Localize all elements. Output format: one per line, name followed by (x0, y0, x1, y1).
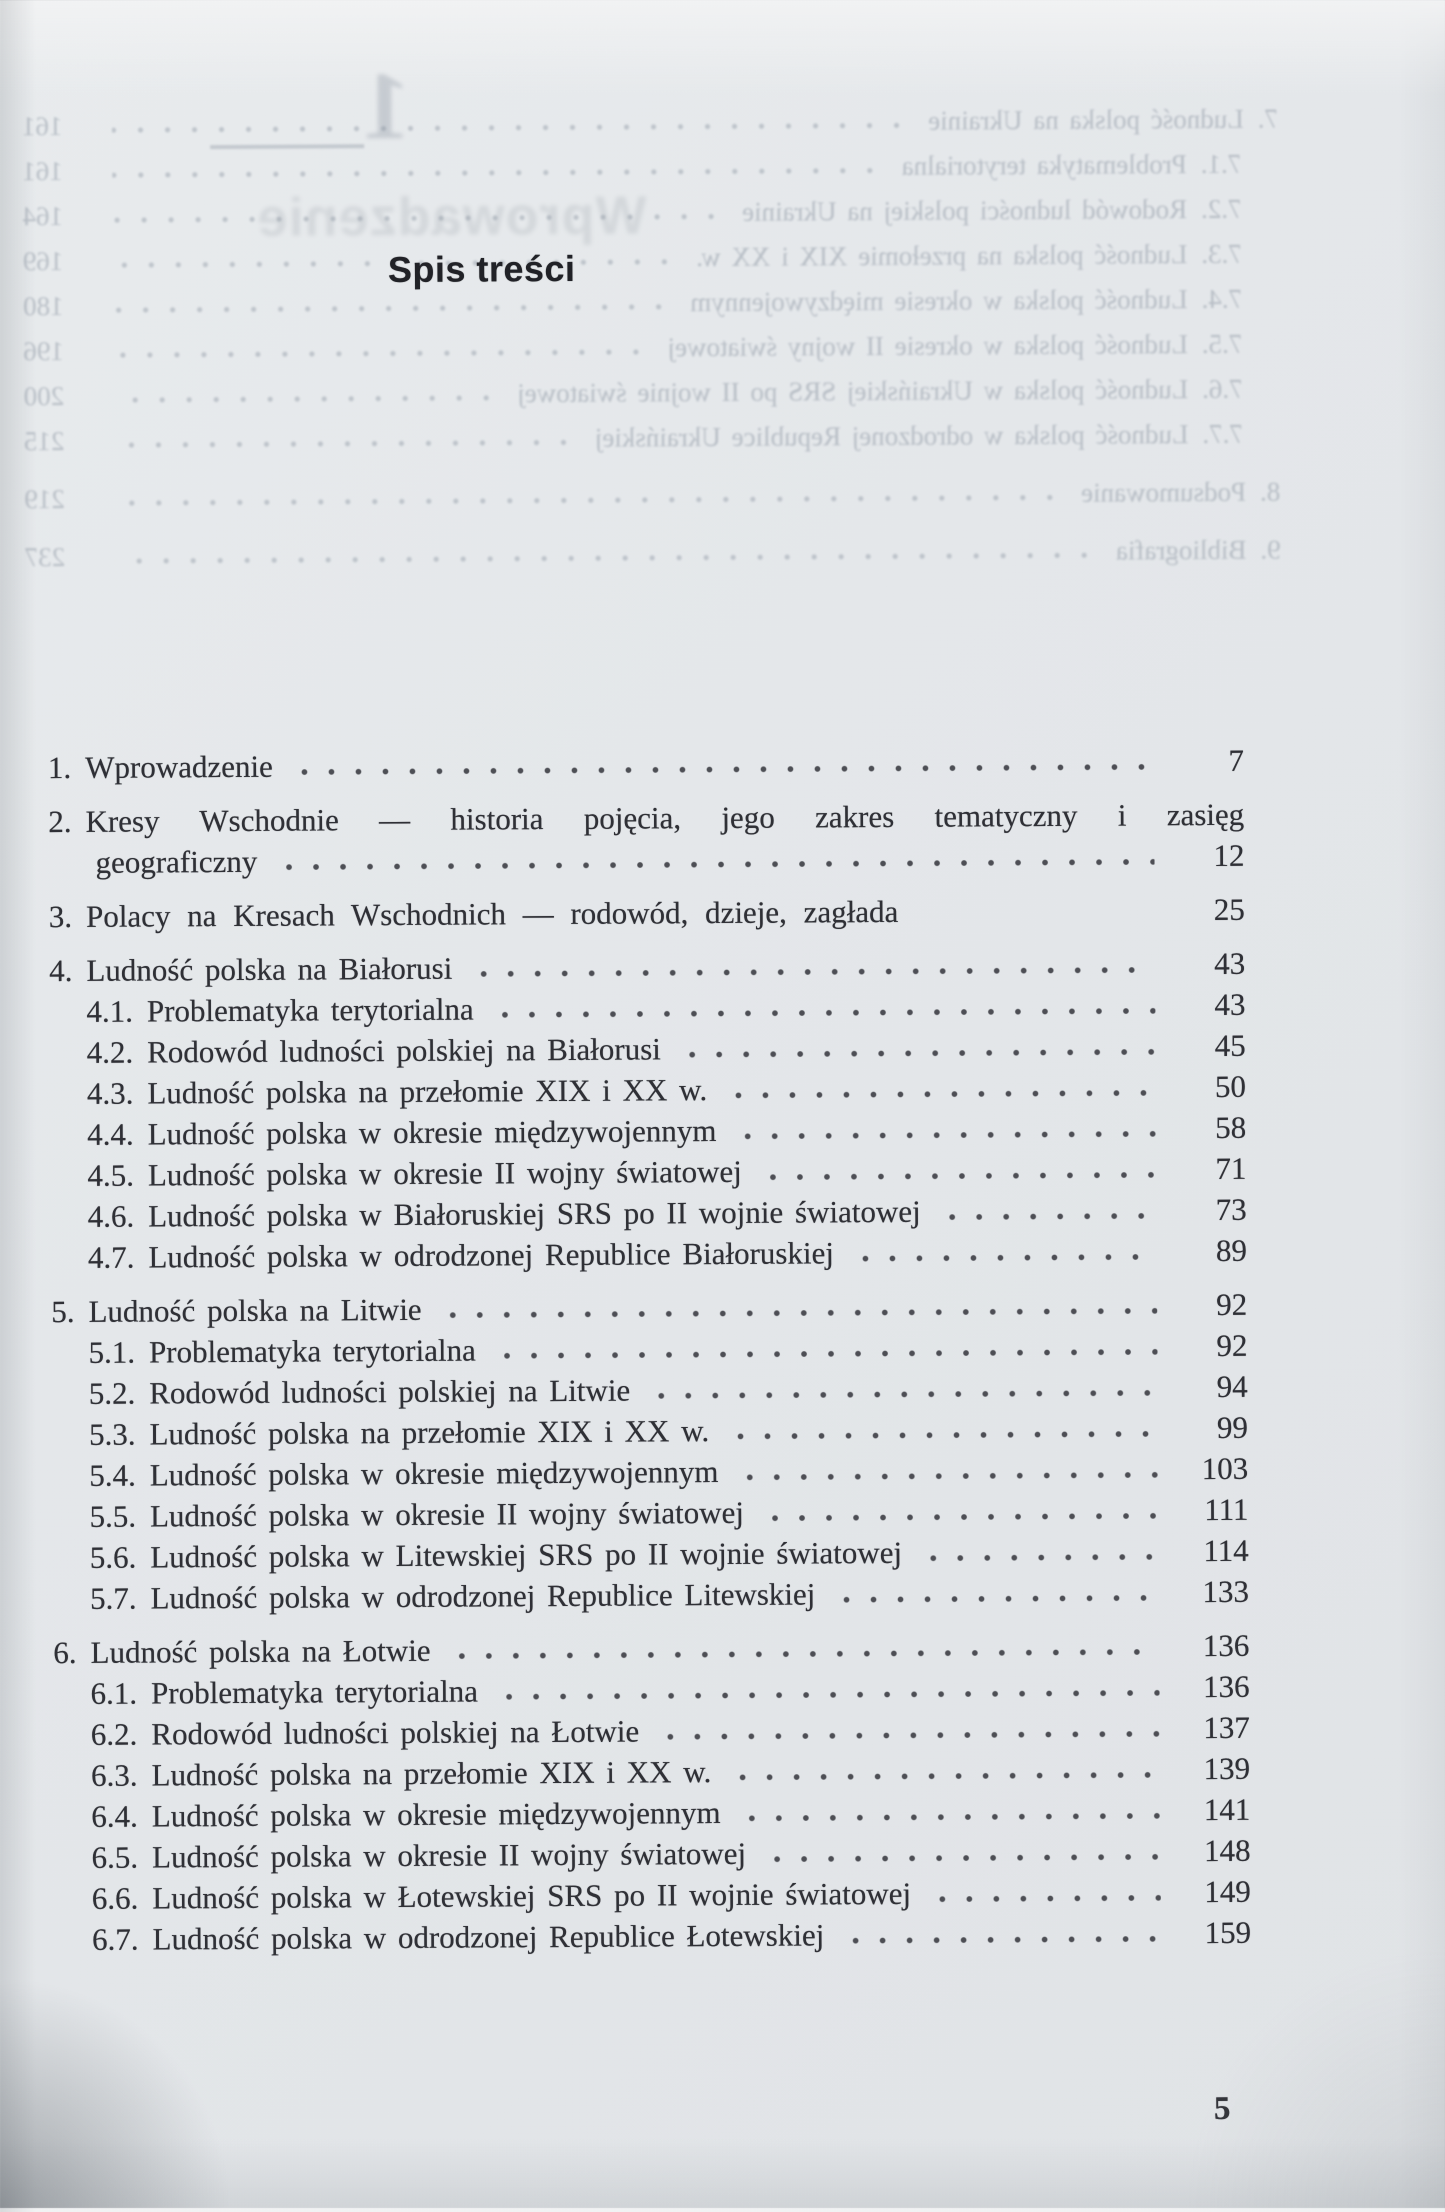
toc-entry (50, 1151, 1246, 1199)
toc-entry (54, 1792, 1250, 1840)
toc-entry-number: 6.1. (90, 1676, 137, 1712)
dot-leader (114, 493, 1063, 508)
dot-leader (494, 1347, 1158, 1360)
toc-entry-number: 7. (1258, 104, 1278, 135)
toc-entry (50, 1110, 1246, 1158)
toc-entry-label: Rodowód ludności polskiej na Białorusi (147, 1031, 661, 1070)
toc-page-number: 215 (24, 426, 96, 457)
toc-entry-label: Problematyka terytorialna (147, 992, 474, 1030)
toc-entry (52, 1492, 1248, 1540)
dot-leader (440, 1306, 1158, 1319)
toc-entry-label: Rodowód ludności polskiej na Litwie (149, 1373, 630, 1412)
toc-page-number: 43 (1173, 946, 1245, 982)
toc-entry-label: Ludność polska w odrodzonej Republice Ukraińskiej (595, 419, 1189, 454)
toc-entry-label: Ludność polska w okresie międzywojennym (148, 1113, 717, 1152)
dot-leader (115, 551, 1098, 566)
dot-leader (113, 347, 649, 359)
dot-leader (496, 1688, 1160, 1701)
dot-leader (114, 393, 500, 404)
toc-entry (52, 1369, 1248, 1417)
toc-entry (51, 1233, 1247, 1281)
toc-page-number: 12 (1172, 838, 1244, 874)
toc-entry-label: Bibliografia (1116, 535, 1247, 567)
dot-leader (929, 1893, 1161, 1903)
toc-page-number: 94 (1176, 1369, 1248, 1405)
toc-entry-number: 4.3. (87, 1076, 134, 1112)
dot-leader (727, 1429, 1158, 1441)
toc-entry-label: Rodowód ludności polskiej na Ukrainie (742, 194, 1187, 228)
toc-entry-label: Ludność polska na Białorusi (86, 951, 452, 989)
toc-entry-number: 6.2. (91, 1717, 138, 1753)
toc-entry-label: Kresy Wschodnie — historia pojęcia, jego zakres tematyczny i zasięg (85, 797, 1244, 840)
dot-leader (729, 1770, 1160, 1782)
bleedthrough-chapter-title: Wprowadzenie (256, 186, 646, 248)
toc-entry-number: 1. (48, 750, 71, 786)
dot-leader (852, 1252, 1157, 1263)
dot-leader (275, 857, 1154, 871)
toc-page-number: 103 (1176, 1451, 1248, 1487)
toc-page-number: 50 (1174, 1069, 1246, 1105)
toc-page-number: 114 (1177, 1533, 1249, 1569)
toc-entry (50, 1028, 1246, 1076)
toc-entry-number: 4.1. (86, 994, 133, 1030)
toc-entry (51, 1287, 1247, 1335)
toc-entry-label: Ludność polska w okresie międzywojennym (152, 1795, 721, 1834)
toc-entry-number: 6.5. (91, 1840, 138, 1876)
toc-entry-number: 7.5. (1202, 329, 1243, 360)
dot-leader (492, 1006, 1156, 1019)
toc-entry-number: 5.3. (89, 1417, 136, 1453)
toc-entry (23, 329, 1279, 382)
toc-entry-label: Ludność polska w odrodzonej Republice Łotewskiej (152, 1917, 824, 1957)
dot-leader (725, 1088, 1156, 1100)
toc-page-number: 148 (1178, 1833, 1250, 1869)
toc-entry-label: Ludność polska na przełomie XIX i XX w. (149, 1413, 709, 1452)
toc-entry-number: 7.1. (1201, 149, 1242, 180)
toc-page-number: 133 (1177, 1574, 1249, 1610)
toc-entry-label: Ludność polska w okresie międzywojennym (690, 284, 1188, 318)
toc-entry (49, 946, 1245, 994)
toc-entry-label: Ludność polska w Litewskiej SRS po II wojnie światowej (150, 1535, 902, 1576)
dot-leader (657, 1729, 1160, 1741)
toc-entry (51, 1192, 1247, 1240)
toc-entry (48, 838, 1244, 886)
dot-leader (920, 1552, 1159, 1562)
toc-page-number: 161 (22, 111, 94, 142)
toc-page-number: 136 (1177, 1669, 1249, 1705)
dot-leader (736, 1470, 1158, 1482)
toc-entry-number: 7.3. (1201, 239, 1242, 270)
toc-entry (53, 1574, 1249, 1622)
bleedthrough-chapter-number: 1 (346, 58, 427, 154)
toc-entry-label: Ludność polska w okresie II wojny światowej (150, 1495, 744, 1535)
toc-page-number: 139 (1178, 1751, 1250, 1787)
toc-page-number: 169 (23, 246, 95, 277)
toc-entry-number: 6.3. (91, 1758, 138, 1794)
toc-entry (51, 1328, 1247, 1376)
toc-entry-label: Ludność polska na przełomie XIX i XX w. (696, 239, 1187, 273)
toc-entry (23, 239, 1279, 292)
toc-entry (22, 194, 1278, 247)
toc-page-number: 71 (1174, 1151, 1246, 1187)
toc-entry-label: Ludność polska na Litwie (88, 1292, 421, 1330)
page-number-footer: 5 (1192, 2093, 1252, 2126)
toc-entry-number: 6. (53, 1635, 76, 1671)
toc-entry-number: 5. (51, 1294, 74, 1330)
toc-entry-number: 4.4. (87, 1117, 134, 1153)
toc-entry-number: 4.5. (87, 1158, 134, 1194)
dot-leader (470, 965, 1155, 978)
toc-page-number: 99 (1176, 1410, 1248, 1446)
toc-entry-number: 7.7. (1202, 419, 1243, 450)
toc-entry-label: Polacy na Kresach Wschodnich — rodowód, dzieje, zagłada (86, 894, 898, 935)
toc-entry-number: 8. (1260, 477, 1280, 508)
toc-entry (53, 1533, 1249, 1581)
toc-page-number: 89 (1175, 1233, 1247, 1269)
dot-leader (764, 1852, 1161, 1863)
toc-entry-label: Rodowód ludności polskiej na Łotwie (151, 1714, 639, 1753)
toc-entry-number: 4.2. (87, 1035, 134, 1071)
toc-entry (48, 797, 1244, 845)
dot-leader (916, 911, 1155, 921)
toc-entry (49, 987, 1245, 1035)
toc-entry (50, 1069, 1246, 1117)
toc-entry-label: Ludność polska w okresie II wojny światowej (152, 1836, 746, 1876)
table-of-contents (48, 743, 1251, 1963)
toc-entry-label: Ludność polska na Łotwie (90, 1633, 430, 1671)
toc-entry-number: 2. (48, 804, 71, 840)
toc-entry-label: Ludność polska w odrodzonej Republice Litewskiej (150, 1576, 815, 1616)
toc-page-number: 73 (1175, 1192, 1247, 1228)
toc-entry (24, 477, 1280, 530)
toc-page-number: 43 (1173, 987, 1245, 1023)
toc-page-number: 200 (24, 381, 96, 412)
toc-entry-label: Ludność polska w Łotewskiej SRS po II wojnie światowej (152, 1876, 911, 1917)
toc-entry-label: Ludność polska na Ukrainie (928, 104, 1244, 137)
toc-entry-label: Ludność polska w Ukraińskiej SRS po II wojnie światowej (517, 374, 1188, 409)
toc-entry-number: 7.2. (1201, 194, 1242, 225)
toc-page-number: 141 (1178, 1792, 1250, 1828)
toc-entry (49, 892, 1245, 940)
dot-leader (739, 1811, 1161, 1823)
toc-page-number: 92 (1175, 1328, 1247, 1364)
toc-entry (53, 1628, 1249, 1676)
toc-entry-number: 4.6. (88, 1199, 135, 1235)
toc-entry-number: 5.7. (90, 1581, 137, 1617)
dot-leader (762, 1511, 1159, 1522)
toc-entry-number: 4.7. (88, 1240, 135, 1276)
dot-leader (449, 1647, 1160, 1660)
toc-entry (22, 149, 1278, 202)
dot-leader (648, 1388, 1158, 1400)
dot-leader (114, 438, 577, 450)
dot-leader (113, 212, 725, 225)
toc-entry-number: 6.4. (91, 1799, 138, 1835)
toc-entry-number: 9. (1260, 535, 1280, 566)
dot-leader (760, 1170, 1157, 1181)
toc-entry (52, 1410, 1248, 1458)
toc-entry-number: 7.4. (1202, 284, 1243, 315)
toc-entry (24, 419, 1280, 472)
toc-entry-label: Ludność polska na przełomie XIX i XX w. (151, 1754, 711, 1793)
toc-entry (54, 1833, 1250, 1881)
dot-leader (112, 166, 883, 180)
toc-entry-label: geograficzny (95, 844, 257, 881)
toc-entry (53, 1669, 1249, 1717)
toc-entry-label: Ludność polska na przełomie XIX i XX w. (147, 1072, 707, 1111)
dot-leader (291, 762, 1154, 776)
toc-page-number: 219 (24, 484, 96, 515)
toc-page-number: 111 (1176, 1492, 1248, 1528)
toc-entry (54, 1710, 1250, 1758)
toc-entry-label: Ludność polska w okresie II wojny światowej (667, 329, 1188, 363)
dot-leader (679, 1047, 1156, 1059)
toc-page-number: 237 (25, 542, 97, 573)
toc-page-number: 164 (22, 201, 94, 232)
toc-entry-number: 5.5. (89, 1499, 136, 1535)
dot-leader (842, 1934, 1161, 1945)
toc-page-number: 161 (22, 156, 94, 187)
toc-entry-number: 7.6. (1202, 374, 1243, 405)
toc-entry (55, 1915, 1251, 1963)
toc-page-number: 159 (1179, 1915, 1251, 1951)
bleedthrough-toc-rows (22, 91, 1281, 588)
toc-entry-number: 5.2. (89, 1376, 136, 1412)
toc-page-number: 58 (1174, 1110, 1246, 1146)
toc-page-number: 7 (1172, 743, 1244, 779)
toc-entry-number: 5.6. (90, 1540, 137, 1576)
toc-entry-number: 5.4. (89, 1458, 136, 1494)
toc-entry (54, 1751, 1250, 1799)
toc-page-number: 180 (23, 291, 95, 322)
toc-entry-number: 6.6. (92, 1881, 139, 1917)
page-title: Spis treści (388, 249, 576, 290)
toc-entry (25, 535, 1281, 588)
toc-entry-number: 5.1. (88, 1335, 135, 1371)
toc-page-number: 196 (23, 336, 95, 367)
dot-leader (113, 302, 672, 314)
toc-entry (55, 1874, 1251, 1922)
toc-page-number: 136 (1177, 1628, 1249, 1664)
toc-entry-label: Ludność polska w odrodzonej Republice Białoruskiej (148, 1235, 834, 1275)
dot-leader (939, 1211, 1157, 1221)
toc-page-number: 149 (1179, 1874, 1251, 1910)
toc-entry (24, 374, 1280, 427)
dot-leader (833, 1593, 1159, 1604)
toc-entry-label: Ludność polska w okresie II wojny światowej (148, 1154, 742, 1194)
toc-entry (52, 1451, 1248, 1499)
dot-leader (112, 121, 910, 135)
toc-page-number: 25 (1173, 892, 1245, 928)
toc-entry-label: Wprowadzenie (85, 749, 273, 786)
toc-page-number: 45 (1174, 1028, 1246, 1064)
toc-entry (22, 104, 1278, 157)
toc-entry-number: 6.7. (92, 1922, 139, 1958)
toc-entry (48, 743, 1244, 791)
toc-page-number: 92 (1175, 1287, 1247, 1323)
toc-entry-label: Ludność polska w Białoruskiej SRS po II wojnie światowej (148, 1194, 921, 1235)
dot-leader (734, 1129, 1156, 1141)
toc-entry-label: Ludność polska w okresie międzywojennym (150, 1454, 719, 1493)
toc-page-number: 137 (1178, 1710, 1250, 1746)
toc-entry-label: Problematyka terytorialna (902, 149, 1187, 182)
toc-entry-label: Problematyka terytorialna (151, 1674, 478, 1712)
toc-entry-label: Problematyka terytorialna (149, 1333, 476, 1371)
toc-entry (23, 284, 1279, 337)
toc-entry-number: 4. (49, 953, 72, 989)
toc-entry-number: 3. (49, 899, 72, 935)
toc-entry-label: Podsumowanie (1081, 477, 1246, 509)
